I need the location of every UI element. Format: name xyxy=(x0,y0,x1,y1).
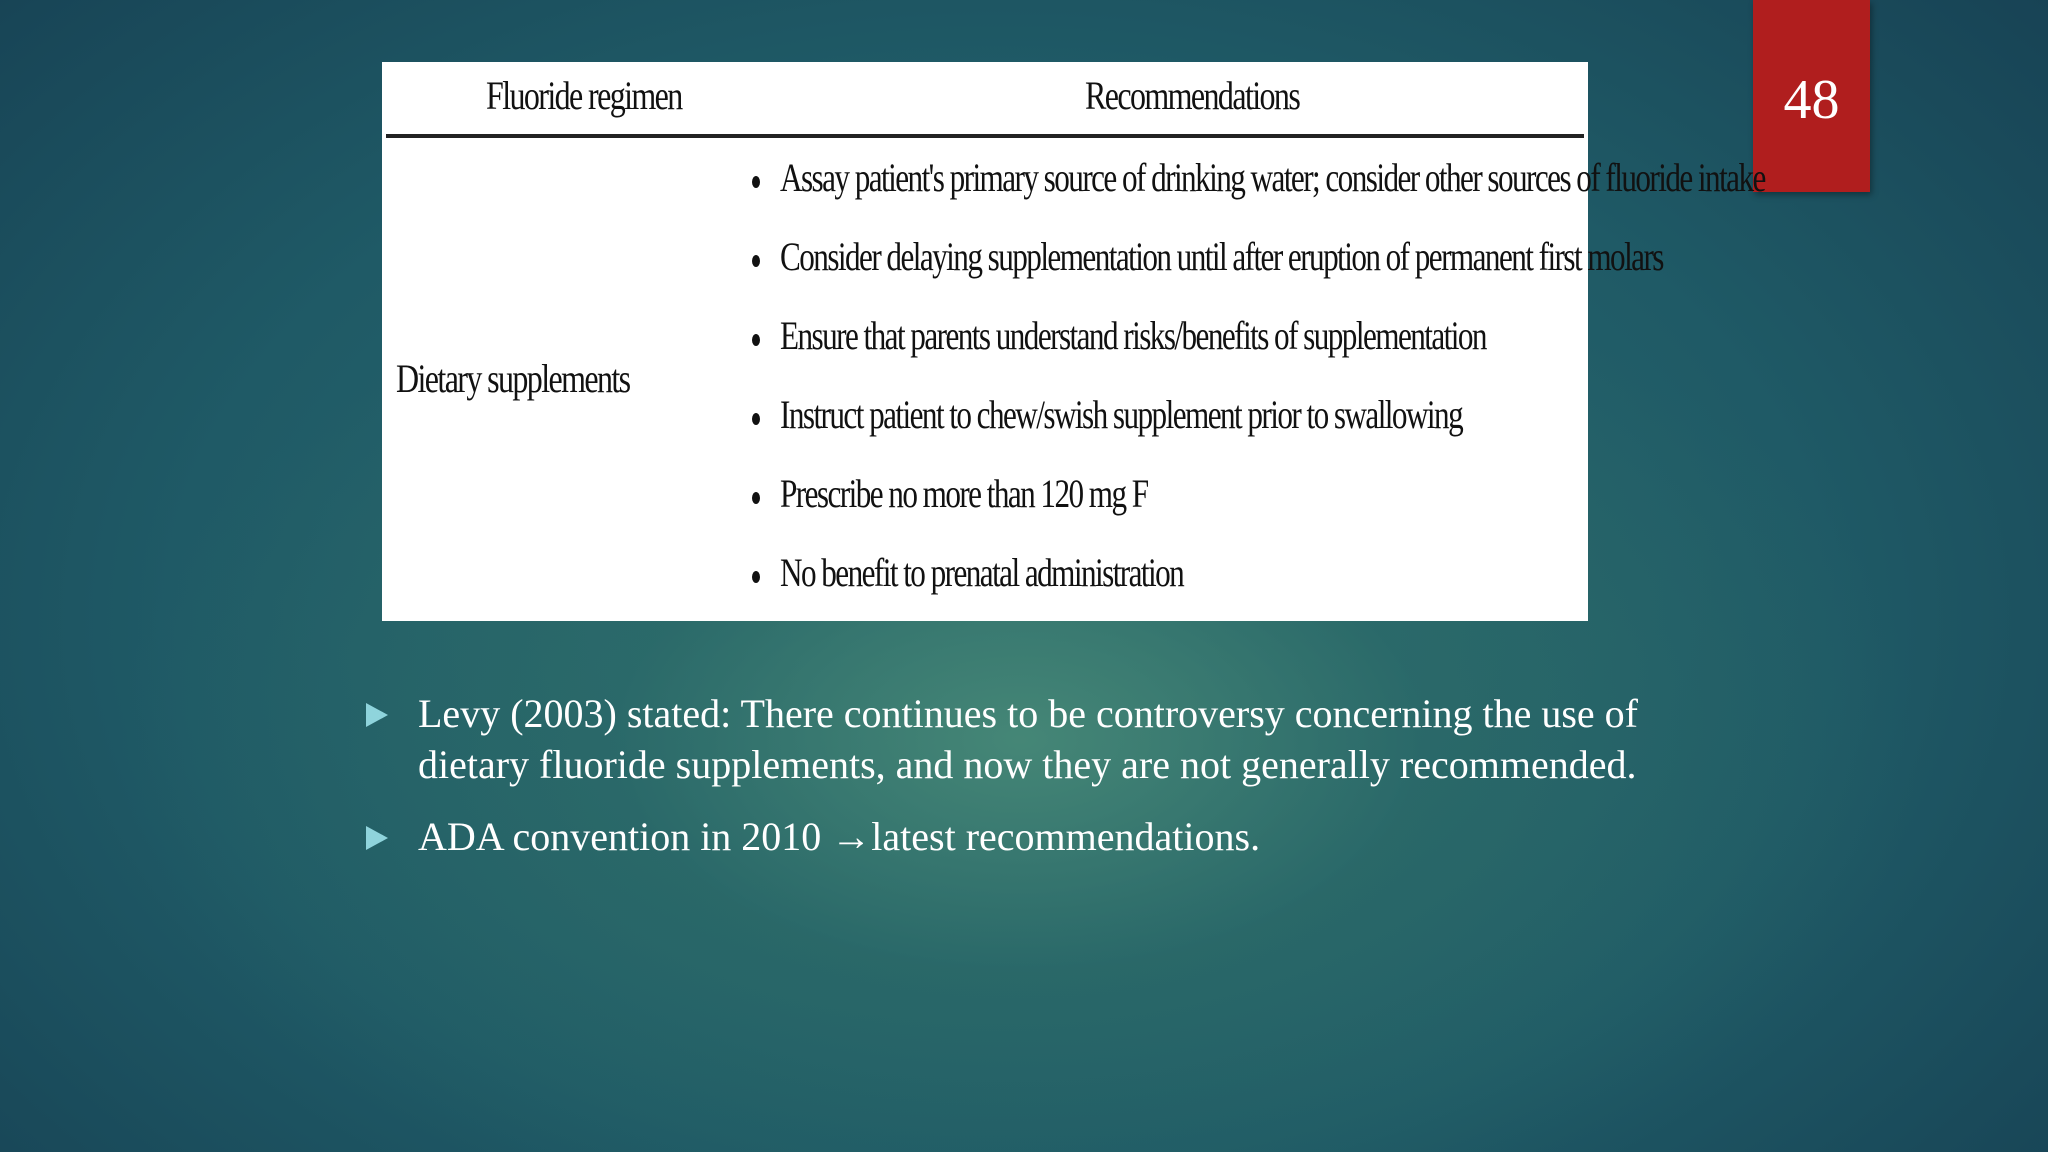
bullet-item-ada xyxy=(360,811,1700,862)
bullet-item-levy xyxy=(360,688,1700,790)
bullet-dot-icon xyxy=(752,571,760,583)
bullet-text: ADA convention in 2010 →latest recommendations. xyxy=(418,814,1261,859)
recommendation-text: Assay patient's primary source of drinking water; consider other sources of fluoride intake xyxy=(780,155,1765,200)
column-header-recommendations: Recommendations xyxy=(1085,73,1300,118)
recommendation-text: Ensure that parents understand risks/benefits of supplementation xyxy=(780,313,1486,358)
recommendation-text: Prescribe no more than 120 mg F xyxy=(780,471,1148,516)
recommendation-text: Instruct patient to chew/swish supplement prior to swallowing xyxy=(780,392,1463,437)
regimen-cell: Dietary supplements xyxy=(396,356,630,401)
triangle-right-icon xyxy=(366,826,388,850)
bullet-dot-icon xyxy=(752,255,760,267)
slide-number: 48 xyxy=(1783,69,1840,131)
bullet-dot-icon xyxy=(752,334,760,346)
bullet-dot-icon xyxy=(752,413,760,425)
slide-number-tab xyxy=(1753,0,1870,192)
bullet-dot-icon xyxy=(752,492,760,504)
bullet-text: Levy (2003) stated: There continues to be controversy concerning the use of dietary fluoride supplements, and now they are not generally recommended. xyxy=(418,691,1638,787)
recommendation-text: No benefit to prenatal administration xyxy=(780,550,1184,595)
column-header-fluoride-regimen: Fluoride regimen xyxy=(486,73,682,118)
slide-bullet-list xyxy=(360,688,1700,883)
table-header-row xyxy=(386,62,1584,138)
triangle-right-icon xyxy=(366,703,388,727)
bullet-dot-icon xyxy=(752,176,760,188)
recommendation-text: Consider delaying supplementation until after eruption of permanent first molars xyxy=(780,234,1663,279)
fluoride-recommendations-table xyxy=(382,62,1765,621)
